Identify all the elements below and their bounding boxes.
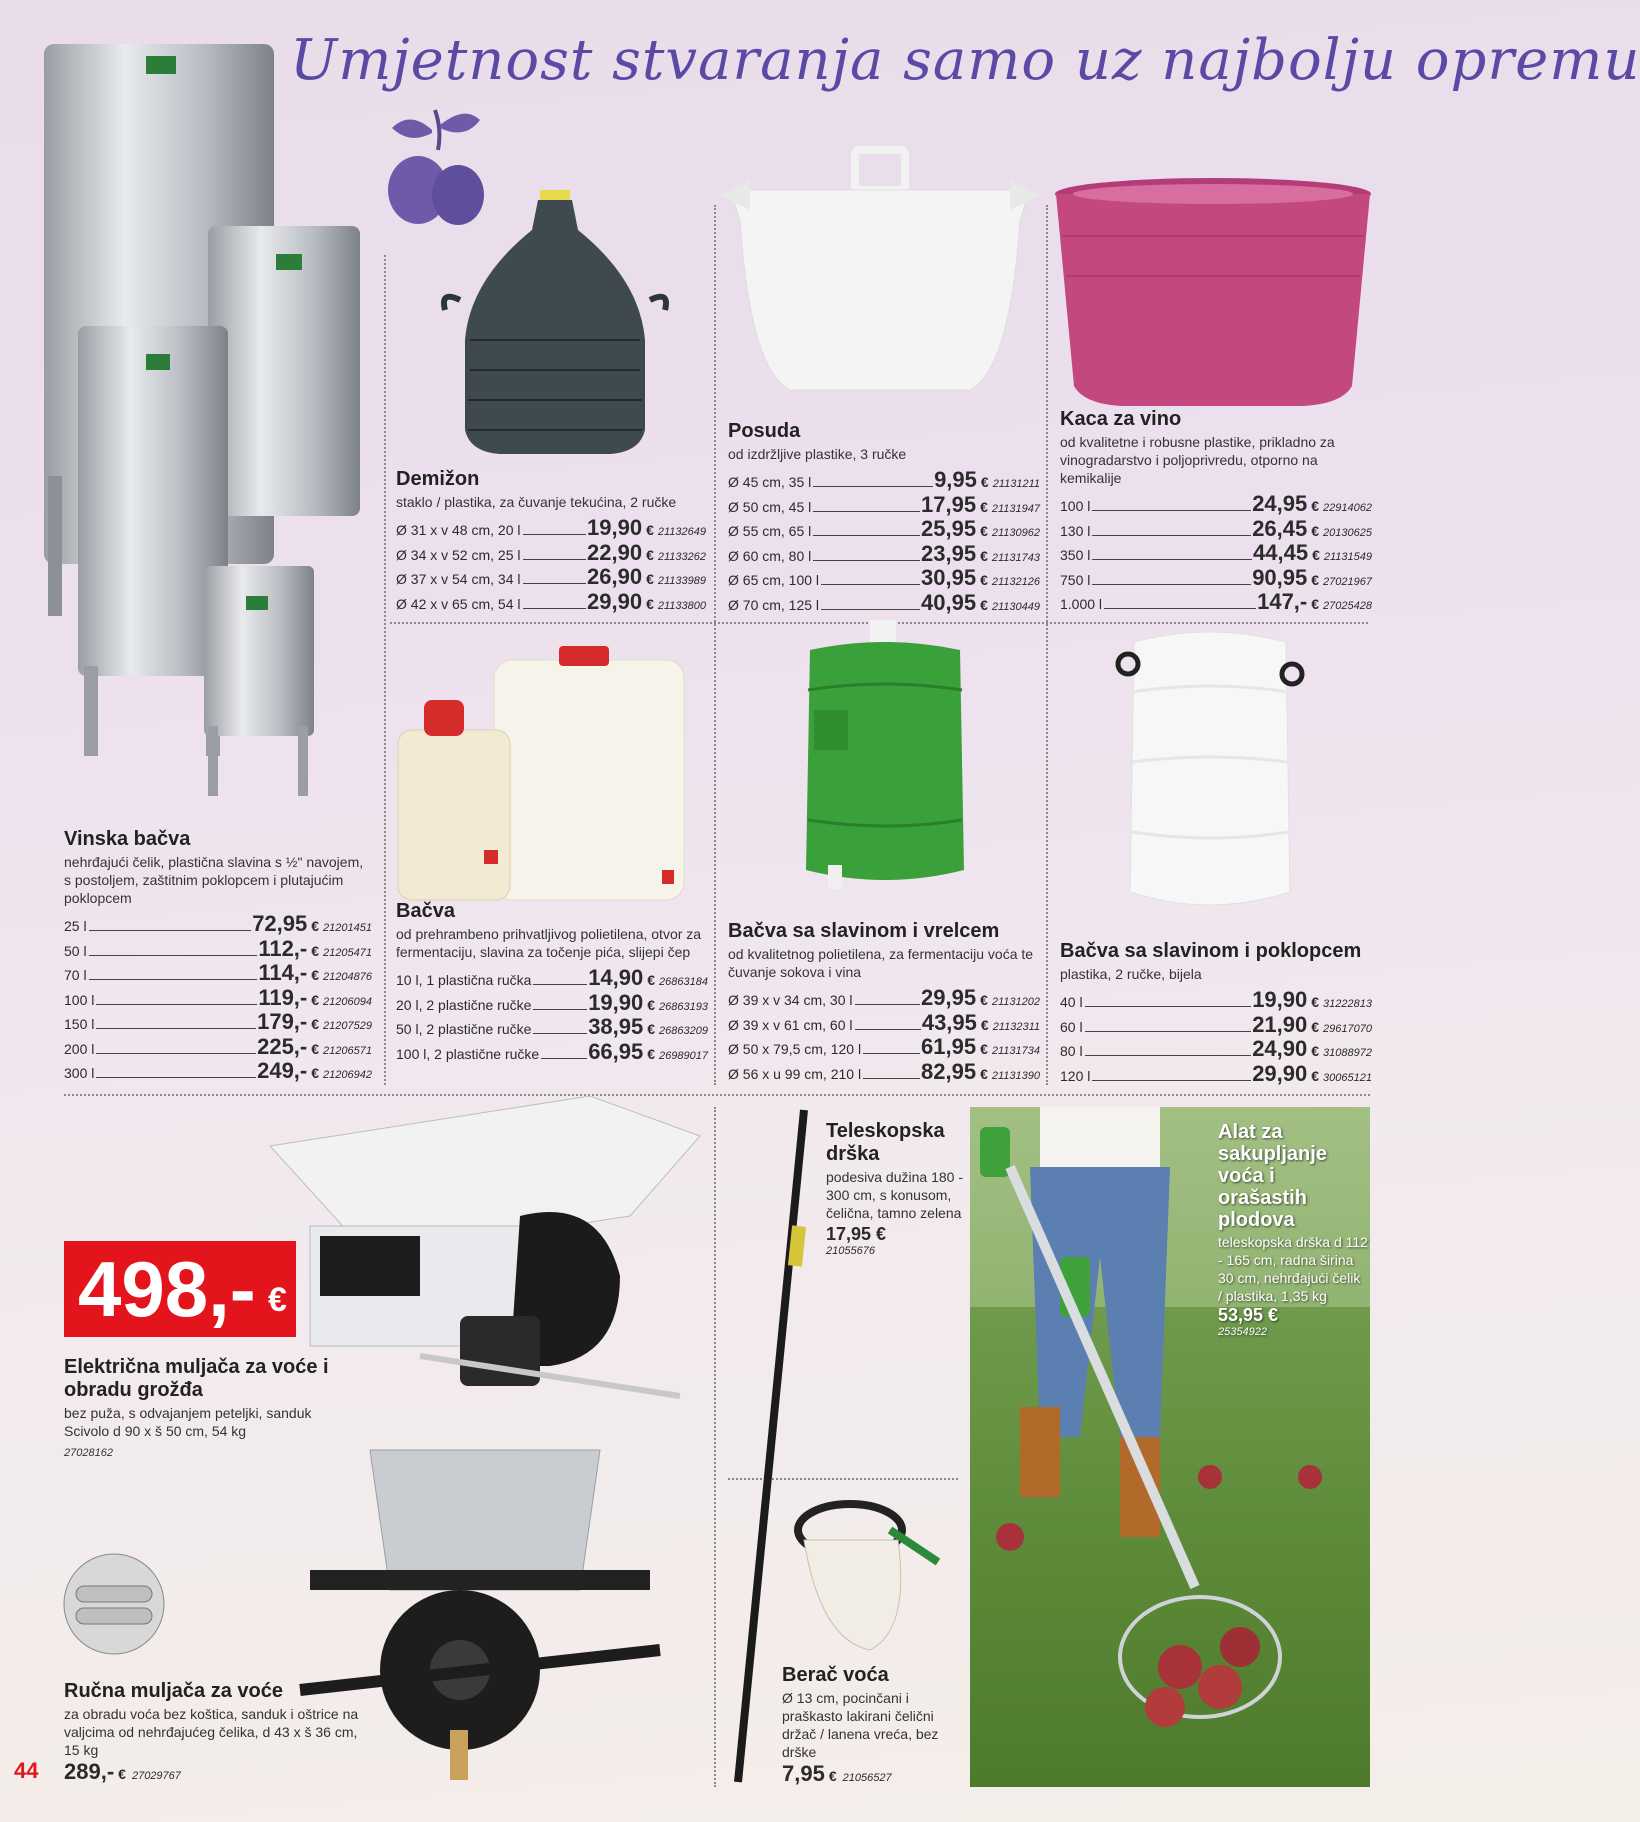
row-code: 21206094 (323, 995, 372, 1008)
currency: € (980, 523, 988, 539)
row-code: 21206571 (323, 1044, 372, 1057)
product-rucna (64, 1680, 364, 1785)
row-label: Ø 56 x u 99 cm, 210 l (728, 1065, 862, 1082)
row-label: 20 l, 2 plastične ručke (396, 996, 532, 1013)
currency: € (647, 972, 656, 988)
price-row (728, 565, 1040, 590)
product-poklopac (1060, 940, 1372, 1085)
price-row (64, 960, 372, 985)
currency: € (980, 547, 988, 564)
row-code: 26863193 (659, 1000, 708, 1013)
price-row (1060, 1036, 1372, 1061)
price-row (396, 990, 708, 1015)
currency: € (646, 595, 654, 612)
product-title: Vinska bačva (64, 828, 191, 850)
price-row (64, 1034, 372, 1059)
row-price: 25,95 (921, 516, 977, 541)
currency: € (1311, 1018, 1320, 1035)
product-title: Ručna muljača za voće (64, 1680, 283, 1702)
price-list (1060, 491, 1372, 614)
product-price: 53,95 € (1218, 1305, 1279, 1325)
demijohn-image (440, 190, 670, 460)
currency: € (118, 1766, 126, 1782)
product-title: Teleskopska drška (826, 1120, 945, 1165)
price-row (396, 515, 706, 540)
currency: € (1311, 522, 1320, 539)
row-price: 9,95 (934, 467, 977, 492)
row-label: 120 l (1060, 1067, 1091, 1084)
row-label: Ø 50 cm, 45 l (728, 498, 812, 515)
row-price: 19,90 (587, 515, 643, 540)
product-posuda (728, 420, 1040, 614)
row-price: 119,- (258, 984, 308, 1010)
price-row (728, 1059, 1040, 1084)
big-price: 498,- (78, 1245, 256, 1333)
row-label: Ø 55 cm, 65 l (728, 523, 812, 539)
currency: € (311, 967, 320, 983)
row-code: 20130625 (1323, 526, 1372, 539)
price-row (1060, 491, 1372, 516)
divider (714, 205, 716, 1085)
row-price: 72,95 (252, 911, 308, 936)
currency: € (980, 1041, 988, 1057)
currency: € (646, 546, 654, 563)
product-kaca (1060, 408, 1372, 614)
row-price: 90,95 (1252, 564, 1308, 590)
product-description: od prehrambeno prihvatljivog polietilena, otvor za fermentaciju, slavina za točenje pića, slijepi čep (396, 926, 702, 960)
page-number: 44 (14, 1758, 39, 1783)
row-price: 30,95 (921, 565, 977, 590)
currency: € (311, 1040, 320, 1057)
row-price: 26,45 (1252, 515, 1308, 541)
row-code: 21131743 (991, 551, 1040, 564)
price-row (396, 564, 706, 589)
currency: € (647, 996, 656, 1013)
price-row (1060, 589, 1372, 614)
product-title: Posuda (728, 420, 801, 442)
row-label: Ø 65 cm, 100 l (728, 572, 820, 588)
row-code: 27025428 (1323, 600, 1372, 612)
row-label: 80 l (1060, 1043, 1083, 1059)
product-title: Berač voća (782, 1664, 889, 1686)
product-berac (782, 1664, 962, 1787)
row-code: 21130962 (991, 527, 1040, 539)
row-price: 14,90 (588, 965, 644, 990)
row-code: 26863184 (659, 976, 708, 988)
row-code: 22914062 (1323, 502, 1372, 514)
pink-vat-image (1052, 176, 1374, 408)
row-code: 21207529 (323, 1020, 372, 1032)
row-code: 21130449 (991, 600, 1040, 613)
product-demizon (396, 468, 706, 613)
big-price-currency: € (268, 1281, 287, 1319)
currency: € (1311, 1067, 1320, 1084)
currency: € (980, 1065, 988, 1082)
row-price: 43,95 (921, 1009, 977, 1035)
product-price: 17,95 € (826, 1224, 887, 1244)
row-price: 19,90 (1252, 987, 1308, 1012)
price-row (728, 590, 1040, 615)
currency: € (1312, 547, 1320, 563)
product-bacva (396, 900, 708, 1063)
row-label: 150 l (64, 1016, 95, 1032)
price-row (728, 541, 1040, 566)
currency: € (647, 1021, 656, 1037)
row-price: 17,95 (921, 491, 977, 517)
row-price: 114,- (258, 960, 308, 985)
price-row (728, 985, 1040, 1010)
fruit-picker-image (790, 1490, 940, 1660)
row-label: 100 l (1060, 498, 1091, 514)
currency: € (311, 942, 320, 959)
row-code: 21131390 (991, 1069, 1040, 1082)
white-canisters-image (394, 640, 694, 910)
product-description: nehrđajući čelik, plastična slavina s ½" navojem, s postoljem, zaštitnim poklopcem i plutajućim poklopcem (64, 854, 364, 906)
row-price: 29,95 (921, 985, 977, 1010)
row-price: 24,95 (1252, 491, 1308, 516)
row-label: Ø 39 x v 34 cm, 30 l (728, 992, 853, 1008)
page-headline: Umjetnost stvaranja samo uz najbolju opremu (290, 28, 1640, 93)
row-code: 29617070 (1323, 1022, 1372, 1035)
row-label: Ø 39 x v 61 cm, 60 l (728, 1016, 853, 1033)
row-price: 44,45 (1253, 540, 1309, 565)
price-list (396, 515, 706, 613)
row-label: 130 l (1060, 522, 1091, 539)
row-label: 300 l (64, 1065, 95, 1081)
row-label: 200 l (64, 1040, 95, 1057)
product-code: 21055676 (826, 1245, 875, 1257)
price-list (728, 467, 1040, 614)
photo-caption (1218, 1121, 1368, 1338)
row-label: 40 l (1060, 994, 1083, 1010)
product-vinska-bacva (64, 828, 372, 1083)
currency: € (311, 1065, 320, 1081)
row-code: 21133800 (657, 599, 706, 612)
row-price: 19,90 (588, 989, 644, 1015)
product-description: plastika, 2 ručke, bijela (1060, 966, 1202, 982)
price-row (728, 467, 1040, 492)
product-title: Alat za sakupljanje voća i orašastih plodova (1218, 1121, 1327, 1231)
row-code: 21204876 (323, 971, 372, 983)
price-row (396, 965, 708, 990)
price-row (396, 1014, 708, 1039)
row-price: 179,- (257, 1009, 308, 1034)
row-label: 25 l (64, 918, 87, 934)
currency: € (311, 991, 320, 1008)
fruit-collector-photo (970, 1107, 1370, 1787)
row-price: 22,90 (587, 539, 643, 565)
row-price: 38,95 (588, 1014, 644, 1039)
price-row (64, 985, 372, 1010)
roller-thumbnail-image (62, 1552, 166, 1656)
row-price: 24,90 (1252, 1036, 1308, 1061)
row-code: 21131734 (991, 1045, 1040, 1057)
currency: € (980, 992, 988, 1008)
product-description: od kvalitetne i robusne plastike, prikladno za vinogradarstvo i poljoprivredu, otporno na kemikalije (1060, 434, 1335, 486)
row-code: 31222813 (1323, 998, 1372, 1010)
green-barrel-image (800, 620, 970, 910)
row-price: 112,- (258, 935, 308, 961)
product-title: Demižon (396, 468, 480, 490)
price-row (728, 516, 1040, 541)
row-code: 21132311 (992, 1020, 1040, 1033)
row-price: 29,90 (1252, 1060, 1308, 1086)
price-row (1060, 1061, 1372, 1086)
row-label: 50 l (64, 942, 87, 959)
row-code: 21205471 (323, 946, 372, 959)
row-label: 60 l (1060, 1018, 1083, 1035)
price-row (1060, 1012, 1372, 1037)
row-code: 21132126 (991, 576, 1040, 588)
currency: € (980, 1016, 989, 1033)
row-code: 21206942 (323, 1069, 372, 1081)
row-code: 21133989 (657, 575, 706, 587)
row-label: Ø 60 cm, 80 l (728, 547, 812, 564)
row-price: 147,- (1257, 589, 1308, 614)
currency: € (1311, 596, 1320, 612)
row-code: 30065121 (1323, 1071, 1372, 1084)
price-row (64, 911, 372, 936)
product-title: Kaca za vino (1060, 408, 1182, 430)
price-row (728, 1034, 1040, 1059)
product-title: Bačva (396, 900, 455, 922)
price-row (1060, 565, 1372, 590)
currency: € (980, 572, 988, 588)
row-code: 21131549 (1323, 551, 1372, 563)
row-label: 70 l (64, 967, 87, 983)
price-row (396, 1039, 708, 1064)
product-description: teleskopska drška d 112 - 165 cm, radna širina 30 cm, nehrđajući čelik / plastika, 1,35 kg (1218, 1234, 1368, 1304)
price-row (728, 492, 1040, 517)
product-title: Bačva sa slavinom i vrelcem (728, 920, 1000, 942)
row-label: Ø 34 x v 52 cm, 25 l (396, 546, 521, 563)
white-tub-image (720, 150, 1040, 410)
currency: € (980, 498, 988, 515)
currency: € (980, 474, 989, 490)
price-list (728, 985, 1040, 1083)
row-label: Ø 50 x 79,5 cm, 120 l (728, 1041, 862, 1057)
row-price: 82,95 (921, 1058, 977, 1084)
row-code: 21133262 (657, 550, 706, 563)
product-code: 25354922 (1218, 1326, 1267, 1338)
currency: € (311, 1016, 320, 1032)
row-code: 31088972 (1323, 1047, 1372, 1059)
product-description: podesiva dužina 180 - 300 cm, s konusom, čelična, tamno zelena (826, 1169, 963, 1221)
currency: € (646, 522, 654, 538)
product-description: od kvalitetnog polietilena, za fermentaciju voća te čuvanje sokova i vina (728, 946, 1034, 980)
price-list (396, 965, 708, 1063)
row-price: 249,- (257, 1058, 308, 1083)
divider (714, 1107, 716, 1787)
product-teleskopska (826, 1120, 966, 1257)
currency: € (647, 1045, 656, 1062)
white-barrel-image (1120, 622, 1300, 922)
row-label: 10 l, 1 plastična ručka (396, 972, 532, 988)
row-label: 100 l, 2 plastične ručke (396, 1045, 540, 1062)
price-row (728, 1010, 1040, 1035)
row-code: 21131202 (991, 996, 1040, 1008)
product-vrelac (728, 920, 1040, 1083)
row-code: 21132649 (657, 526, 706, 538)
row-price: 61,95 (921, 1034, 977, 1059)
row-price: 40,95 (921, 589, 977, 615)
price-row (64, 936, 372, 961)
product-elektricna (64, 1356, 344, 1462)
row-price: 23,95 (921, 540, 977, 566)
product-price: 7,95 (782, 1761, 825, 1786)
row-label: 100 l (64, 991, 95, 1008)
row-label: Ø 45 cm, 35 l (728, 474, 812, 490)
row-label: Ø 31 x v 48 cm, 20 l (396, 522, 521, 538)
row-label: 750 l (1060, 571, 1091, 588)
currency: € (1311, 498, 1320, 514)
product-price: 289,- (64, 1759, 115, 1784)
product-title: Bačva sa slavinom i poklopcem (1060, 940, 1362, 962)
row-label: Ø 70 cm, 125 l (728, 596, 820, 613)
price-list (64, 911, 372, 1083)
row-price: 26,90 (587, 564, 643, 589)
product-description: bez puža, s odvajanjem peteljki, sanduk Scivolo d 90 x š 50 cm, 54 kg (64, 1405, 312, 1439)
product-description: od izdržljive plastike, 3 ručke (728, 446, 907, 462)
row-code: 21131947 (991, 502, 1040, 515)
currency: € (980, 596, 988, 613)
currency: € (1311, 571, 1320, 588)
row-code: 21201451 (323, 922, 372, 934)
product-description: Ø 13 cm, pocinčani i praškasto lakirani čelični držač / lanena vreća, bez drške (782, 1690, 939, 1760)
divider (384, 255, 386, 1085)
row-code: 26863209 (659, 1025, 708, 1037)
price-row (396, 589, 706, 614)
currency: € (646, 571, 654, 587)
product-code: 27028162 (64, 1447, 113, 1459)
product-description: za obradu voća bez koštica, sanduk i oštrice na valjcima od nehrđajućeg čelika, d 43 x š 36 cm, 15 kg (64, 1706, 359, 1758)
price-row (396, 540, 706, 565)
product-code: 27029767 (131, 1770, 181, 1782)
row-price: 21,90 (1252, 1011, 1308, 1037)
big-price-badge (64, 1241, 296, 1337)
price-row (64, 1009, 372, 1034)
product-description: staklo / plastika, za čuvanje tekućina, 2 ručke (396, 494, 677, 510)
row-label: 1.000 l (1060, 596, 1103, 612)
row-price: 29,90 (587, 588, 643, 614)
divider (1046, 205, 1048, 1085)
product-title: Električna muljača za voće i obradu grožđa (64, 1356, 329, 1401)
row-code: 26989017 (659, 1049, 708, 1062)
product-code: 21056527 (842, 1772, 892, 1784)
currency: € (828, 1768, 837, 1784)
price-row (1060, 516, 1372, 541)
row-label: Ø 37 x v 54 cm, 34 l (396, 571, 521, 587)
price-list (1060, 987, 1372, 1085)
row-label: Ø 42 x v 65 cm, 54 l (396, 595, 521, 612)
price-row (1060, 540, 1372, 565)
price-row (64, 1058, 372, 1083)
currency: € (1311, 994, 1320, 1010)
price-row (1060, 987, 1372, 1012)
currency: € (311, 918, 320, 934)
row-code: 21131211 (992, 478, 1040, 490)
stainless-tanks-image (36, 36, 366, 796)
row-label: 50 l, 2 plastične ručke (396, 1021, 532, 1037)
currency: € (1311, 1043, 1320, 1059)
row-price: 66,95 (588, 1038, 644, 1064)
row-code: 27021967 (1323, 575, 1372, 588)
row-price: 225,- (257, 1033, 308, 1059)
row-label: 350 l (1060, 547, 1091, 563)
